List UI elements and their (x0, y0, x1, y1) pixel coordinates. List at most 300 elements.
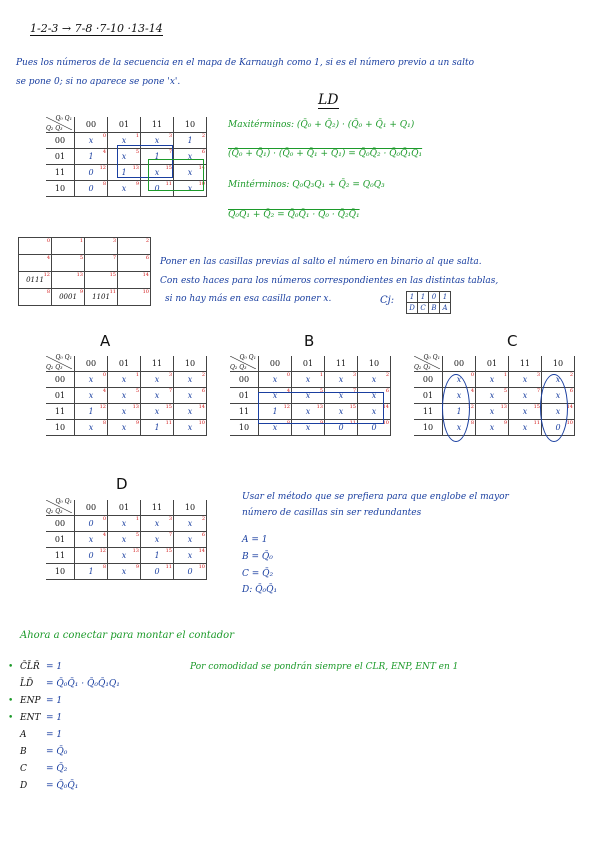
cell-index: 4 (102, 532, 106, 538)
output-value: = Q̄₀Q̄₁ · Q̄₀Q̄₁Q₁ (46, 679, 120, 689)
minterm-line-2: Q₀Q₁ + Q̄₂ = Q̄₀Q̄₁ · Q₀ · Q̄₂Q̄₁ (228, 210, 360, 220)
row-header: 11 (46, 165, 75, 181)
cell-index: 8 (470, 420, 474, 426)
kmap-cell: 1 12 (443, 404, 476, 420)
row-header: 01 (414, 388, 443, 404)
kmap-corner (46, 117, 75, 133)
kmap-cell: x 6 (174, 388, 207, 404)
output-value: = 1 (46, 730, 63, 740)
cell-index: 2 (201, 516, 205, 522)
cell-index: 8 (46, 289, 50, 295)
cell-index: 2 (145, 238, 149, 244)
map-a-title: A (100, 332, 111, 350)
cell-index: 9 (79, 289, 83, 295)
kmap-cell: x 1 (108, 133, 141, 149)
kmap-cell: x 0 (259, 372, 292, 388)
kmap-cell: x 3 (141, 133, 174, 149)
kmap-cell: 0 11 (141, 564, 174, 580)
cell-index: 4 (102, 149, 106, 155)
group-oval-c-left (442, 374, 470, 442)
kmap-cell: 1 7 (141, 149, 174, 165)
kmap-cell: 0 10 (174, 564, 207, 580)
cell-index: 7 (352, 388, 356, 394)
corner-top-label: Q₀ Q₁ (55, 354, 72, 361)
row-header: 01 (46, 149, 75, 165)
kmap-cell: x 2 (358, 372, 391, 388)
cell-index: 10 (566, 420, 573, 426)
kmap-cell: x 7 (325, 388, 358, 404)
cell-index: 1 (135, 133, 139, 139)
kmap-cell: x 14 (174, 165, 207, 181)
kmap-cell: 0 12 (75, 548, 108, 564)
row-header: 00 (46, 133, 75, 149)
kmap-cell: 0 10 (358, 420, 391, 436)
kmap-cell: x 14 (174, 548, 207, 564)
output-value: = Q̄₂ (46, 764, 68, 774)
cell-index: 5 (135, 532, 139, 538)
row-header: 10 (46, 181, 75, 197)
kmap-cell: 0 10 (542, 420, 575, 436)
output-name: L̄D̄ (20, 679, 34, 689)
cell-index: 9 (135, 181, 139, 187)
cell-index: 12 (99, 165, 106, 171)
row-header: 10 (414, 420, 443, 436)
corner-bottom-label: Q₂ Q₃ (230, 364, 247, 371)
cell-index: 14 (198, 404, 205, 410)
gj-cell: A (440, 303, 451, 314)
output-name: D (20, 781, 28, 791)
kmap-cell: x 15 (509, 404, 542, 420)
gj-label: Cj: (380, 295, 395, 306)
cell-index: 1 (319, 372, 323, 378)
cell-index: 15 (349, 404, 356, 410)
corner-bottom-label: Q₂ Q₃ (46, 508, 63, 515)
cell-index: 14 (142, 272, 149, 278)
kmap-cell: x 14 (174, 404, 207, 420)
cell-index: 4 (286, 388, 290, 394)
row-header: 01 (46, 532, 75, 548)
cell-index: 15 (533, 404, 540, 410)
col-header: 00 (75, 117, 108, 133)
cell-index: 13 (132, 404, 139, 410)
kmap-cell: x 9 (108, 420, 141, 436)
gj-cell: D (407, 303, 418, 314)
kmap-corner (46, 356, 75, 372)
kmap-cell: x 0 (75, 133, 108, 149)
cell-index: 10 (198, 564, 205, 570)
gj-cell: 1 (407, 292, 418, 303)
cell-index: 15 (165, 548, 172, 554)
kmap-cell: x 1 (108, 516, 141, 532)
binary-cell (118, 289, 151, 306)
corner-top-label: Q₀ Q₁ (239, 354, 256, 361)
intro-line-1: Pues los números de la secuencia en el mapa de Karnaugh como 1, si es el número previo a un salto (16, 58, 475, 68)
corner-bottom-label: Q₂ Q₃ (414, 364, 431, 371)
cell-index: 10 (382, 420, 389, 426)
cell-index: 0 (286, 372, 290, 378)
sequence-header: 1-2-3 → 7-8 ·7-10 ·13-14 (30, 22, 163, 35)
output-name: B (20, 747, 27, 757)
maxterm-line-2: (Q̄₀ + Q̄₁) · (Q̄₀ + Q̄₁ + Q₁) = Q̄₀Q̄₂ · Q̄₀Q̄₁Q₁ (228, 149, 423, 159)
col-header: 01 (108, 500, 141, 516)
cell-index: 13 (500, 404, 507, 410)
cell-index: 14 (198, 165, 205, 171)
binary-cell (118, 255, 151, 272)
cell-index: 5 (503, 388, 507, 394)
cell-index: 0 (102, 372, 106, 378)
kmap-cell: x 6 (358, 388, 391, 404)
group-box-b (258, 392, 384, 424)
cell-index: 0 (470, 372, 474, 378)
binary-cell (118, 238, 151, 255)
cell-index: 6 (201, 388, 205, 394)
kmap-corner (46, 500, 75, 516)
kmap-cell: 0 11 (141, 181, 174, 197)
output-value: = Q̄₀ (46, 747, 68, 757)
cell-index: 0 (102, 133, 106, 139)
cell-index: 4 (102, 388, 106, 394)
kmap-cell: x 2 (542, 372, 575, 388)
kmap-cell: x 4 (75, 532, 108, 548)
row-header: 10 (230, 420, 259, 436)
kmap-d (46, 500, 207, 580)
cell-index: 4 (470, 388, 474, 394)
group-oval-c-right (540, 374, 568, 442)
kmap-cell: x 8 (259, 420, 292, 436)
cell-index: 1 (135, 516, 139, 522)
kmap-cell: x 4 (443, 388, 476, 404)
binary-cell (52, 272, 85, 289)
kmap-cell: x 7 (141, 388, 174, 404)
binary-cell (19, 238, 52, 255)
cell-index: 3 (112, 238, 116, 244)
map-b-title: B (304, 332, 315, 350)
gj-table (406, 291, 451, 314)
col-header: 11 (141, 356, 174, 372)
cell-index: 8 (102, 564, 106, 570)
row-header: 11 (414, 404, 443, 420)
kmap-cell: x 3 (141, 516, 174, 532)
kmap-cell: x 7 (509, 388, 542, 404)
cell-index: 0 (46, 238, 50, 244)
result-a: A = 1 (242, 535, 268, 545)
output-bullet: • (8, 696, 14, 706)
corner-top-label: Q₀ Q₁ (55, 498, 72, 505)
col-header: 11 (141, 117, 174, 133)
cell-index: 12 (283, 404, 290, 410)
kmap-cell: 1 2 (174, 133, 207, 149)
cell-index: 13 (76, 272, 83, 278)
cell-index: 6 (145, 255, 149, 261)
cell-index: 12 (99, 548, 106, 554)
kmap-cell: x 13 (108, 548, 141, 564)
kmap-cell: x 7 (141, 532, 174, 548)
binary-cell (85, 255, 118, 272)
kmap-cell: x 8 (75, 420, 108, 436)
output-value: = 1 (46, 696, 63, 706)
kmap-cell: x 1 (476, 372, 509, 388)
kmap-cell: x 9 (108, 181, 141, 197)
cell-index: 7 (112, 255, 116, 261)
kmap-cell: x 5 (476, 388, 509, 404)
result-d: D: Q̄₀Q̄₁ (242, 585, 278, 595)
cell-index: 9 (503, 420, 507, 426)
col-header: 00 (443, 356, 476, 372)
row-header: 01 (230, 388, 259, 404)
result-c: C = Q̄₂ (242, 569, 274, 579)
group-box-green (148, 159, 204, 191)
col-header: 01 (292, 356, 325, 372)
outputs-title: Ahora a conectar para montar el contador (20, 630, 234, 641)
row-header: 10 (46, 564, 75, 580)
col-header: 01 (108, 117, 141, 133)
method-line-2: número de casillas sin ser redundantes (242, 508, 422, 518)
ld-title: LD (318, 92, 339, 108)
binary-cell (85, 272, 118, 289)
cell-index: 13 (316, 404, 323, 410)
col-header: 00 (75, 356, 108, 372)
output-name: A (20, 730, 27, 740)
cell-index: 7 (168, 149, 172, 155)
corner-bottom-label: Q₂ Q₃ (46, 125, 63, 132)
col-header: 00 (259, 356, 292, 372)
kmap-cell: x 5 (292, 388, 325, 404)
kmap-cell: x 3 (141, 372, 174, 388)
cell-index: 12 (99, 404, 106, 410)
cell-index: 6 (385, 388, 389, 394)
kmap-cell: x 1 (108, 372, 141, 388)
cell-index: 5 (79, 255, 83, 261)
output-value: = 1 (46, 713, 63, 723)
corner-top-label: Q₀ Q₁ (55, 115, 72, 122)
cell-index: 10 (198, 420, 205, 426)
kmap-cell: x 4 (259, 388, 292, 404)
col-header: 10 (174, 500, 207, 516)
kmap-cell: x 13 (108, 404, 141, 420)
kmap-cell: x 4 (75, 388, 108, 404)
cell-index: 10 (198, 181, 205, 187)
kmap-cell: x 10 (174, 181, 207, 197)
cell-index: 1 (135, 372, 139, 378)
output-name: C (20, 764, 27, 774)
cell-index: 6 (569, 388, 573, 394)
binary-cell: 1101 11 (85, 289, 118, 306)
kmap-cell: x 3 (509, 372, 542, 388)
row-header: 00 (230, 372, 259, 388)
kmap-cell: x 9 (476, 420, 509, 436)
kmap-cell: 1 13 (108, 165, 141, 181)
intro-line-2: se pone 0; si no aparece se pone 'x'. (16, 77, 181, 87)
kmap-cell: 0 12 (75, 165, 108, 181)
col-header: 01 (108, 356, 141, 372)
cell-index: 0 (102, 516, 106, 522)
kmap-cell: 0 0 (75, 516, 108, 532)
binary-cell (52, 238, 85, 255)
cell-index: 2 (385, 372, 389, 378)
output-value: = 1 (46, 662, 63, 672)
row-header: 11 (230, 404, 259, 420)
kmap-cell: x 13 (476, 404, 509, 420)
cell-index: 1 (79, 238, 83, 244)
kmap-corner (414, 356, 443, 372)
row-header: 00 (414, 372, 443, 388)
corner-top-label: Q₀ Q₁ (423, 354, 440, 361)
kmap-cell: 1 8 (75, 564, 108, 580)
map-d-title: D (116, 475, 128, 493)
cell-index: 12 (43, 272, 50, 278)
cell-index: 8 (286, 420, 290, 426)
kmap-corner (230, 356, 259, 372)
explain-line-2: Con esto haces para los números correspondientes en las distintas tablas, (160, 276, 499, 286)
col-header: 10 (358, 356, 391, 372)
map-c-title: C (507, 332, 518, 350)
output-name: C̄L̄R̄ (20, 662, 40, 672)
cell-index: 8 (102, 181, 106, 187)
kmap-cell: x 6 (542, 388, 575, 404)
kmap-cell: x 9 (292, 420, 325, 436)
kmap-cell: x 15 (325, 404, 358, 420)
cell-index: 5 (135, 149, 139, 155)
cell-index: 5 (135, 388, 139, 394)
cell-index: 15 (165, 404, 172, 410)
kmap-cell: 1 12 (259, 404, 292, 420)
cell-index: 11 (165, 420, 172, 426)
kmap-cell: 1 15 (141, 548, 174, 564)
cell-index: 2 (201, 133, 205, 139)
result-b: B = Q̄₀ (242, 552, 273, 562)
cell-index: 14 (566, 404, 573, 410)
kmap-cell: x 6 (174, 149, 207, 165)
cell-index: 1 (503, 372, 507, 378)
cell-index: 3 (168, 133, 172, 139)
output-name: ENT (20, 713, 41, 723)
kmap-cell: x 1 (292, 372, 325, 388)
kmap-cell: x 14 (358, 404, 391, 420)
cell-index: 9 (135, 420, 139, 426)
cell-index: 11 (165, 564, 172, 570)
kmap-cell: x 5 (108, 388, 141, 404)
row-header: 11 (46, 404, 75, 420)
binary-cell (118, 272, 151, 289)
col-header: 10 (174, 117, 207, 133)
corner-bottom-label: Q₂ Q₃ (46, 364, 63, 371)
cell-index: 7 (168, 532, 172, 538)
col-header: 11 (509, 356, 542, 372)
gj-cell: C (418, 303, 429, 314)
kmap-cell: 1 11 (141, 420, 174, 436)
cell-index: 11 (349, 420, 356, 426)
binary-cell: 0111 12 (19, 272, 52, 289)
row-header: 11 (46, 548, 75, 564)
kmap-cell: x 15 (141, 165, 174, 181)
method-line-1: Usar el método que se prefiera para que englobe el mayor (242, 492, 509, 502)
cell-index: 9 (319, 420, 323, 426)
cell-index: 7 (168, 388, 172, 394)
kmap-cell: x 8 (443, 420, 476, 436)
col-header: 10 (174, 356, 207, 372)
binary-cell (85, 238, 118, 255)
cell-index: 12 (467, 404, 474, 410)
binary-cell (52, 255, 85, 272)
gj-cell: 1 (418, 292, 429, 303)
kmap-cell: 0 11 (325, 420, 358, 436)
output-bullet: • (8, 713, 14, 723)
kmap-cell: x 0 (75, 372, 108, 388)
cell-index: 3 (168, 516, 172, 522)
kmap-cell: 0 8 (75, 181, 108, 197)
cell-index: 13 (132, 165, 139, 171)
maxterm-line-1: Maxitérminos: (Q̄₀ + Q̄₂) · (Q̄₀ + Q̄₁ + Q₁) (228, 120, 415, 130)
binary-jump-table (18, 237, 151, 306)
cell-index: 3 (352, 372, 356, 378)
output-name: ENP (20, 696, 41, 706)
cell-index: 5 (319, 388, 323, 394)
col-header: 11 (325, 356, 358, 372)
binary-cell: 0001 9 (52, 289, 85, 306)
row-header: 10 (46, 420, 75, 436)
cell-index: 11 (165, 181, 172, 187)
cell-index: 7 (536, 388, 540, 394)
cell-index: 13 (132, 548, 139, 554)
binary-cell (19, 255, 52, 272)
kmap-cell: x 6 (174, 532, 207, 548)
cell-index: 15 (109, 272, 116, 278)
output-bullet: • (8, 662, 14, 672)
row-header: 00 (46, 372, 75, 388)
cell-index: 11 (109, 289, 116, 295)
minterm-line-1: Mintérminos: Q₀Q₃Q₁ + Q̄₂ = Q₀Q₃ (228, 180, 385, 190)
kmap-cell: x 2 (174, 372, 207, 388)
explain-line-3: si no hay más en esa casilla poner x. (165, 294, 332, 304)
cell-index: 6 (201, 532, 205, 538)
kmap-cell: x 14 (542, 404, 575, 420)
gj-cell: 1 (440, 292, 451, 303)
col-header: 10 (542, 356, 575, 372)
kmap-cell: x 11 (509, 420, 542, 436)
cell-index: 14 (382, 404, 389, 410)
row-header: 00 (46, 516, 75, 532)
cell-index: 15 (165, 165, 172, 171)
kmap-cell: x 15 (141, 404, 174, 420)
kmap-cell: 1 4 (75, 149, 108, 165)
gj-cell: B (429, 303, 440, 314)
col-header: 11 (141, 500, 174, 516)
cell-index: 6 (201, 149, 205, 155)
output-value: = Q̄₀Q̄₁ (46, 781, 79, 791)
kmap-cell: x 9 (108, 564, 141, 580)
gj-cell: 0 (429, 292, 440, 303)
explain-line-1: Poner en las casillas previas al salto el número en binario al que salta. (160, 257, 482, 267)
cell-index: 3 (536, 372, 540, 378)
cell-index: 2 (569, 372, 573, 378)
kmap-cell: x 5 (108, 149, 141, 165)
kmap-cell: x 3 (325, 372, 358, 388)
cell-index: 11 (533, 420, 540, 426)
kmap-cell: x 2 (174, 516, 207, 532)
cell-index: 2 (201, 372, 205, 378)
cell-index: 3 (168, 372, 172, 378)
cell-index: 10 (142, 289, 149, 295)
col-header: 00 (75, 500, 108, 516)
kmap-cell: x 10 (174, 420, 207, 436)
kmap-a (46, 356, 207, 436)
kmap-cell: 1 12 (75, 404, 108, 420)
col-header: 01 (476, 356, 509, 372)
binary-cell (19, 289, 52, 306)
kmap-cell: x 5 (108, 532, 141, 548)
cell-index: 4 (46, 255, 50, 261)
cell-index: 14 (198, 548, 205, 554)
